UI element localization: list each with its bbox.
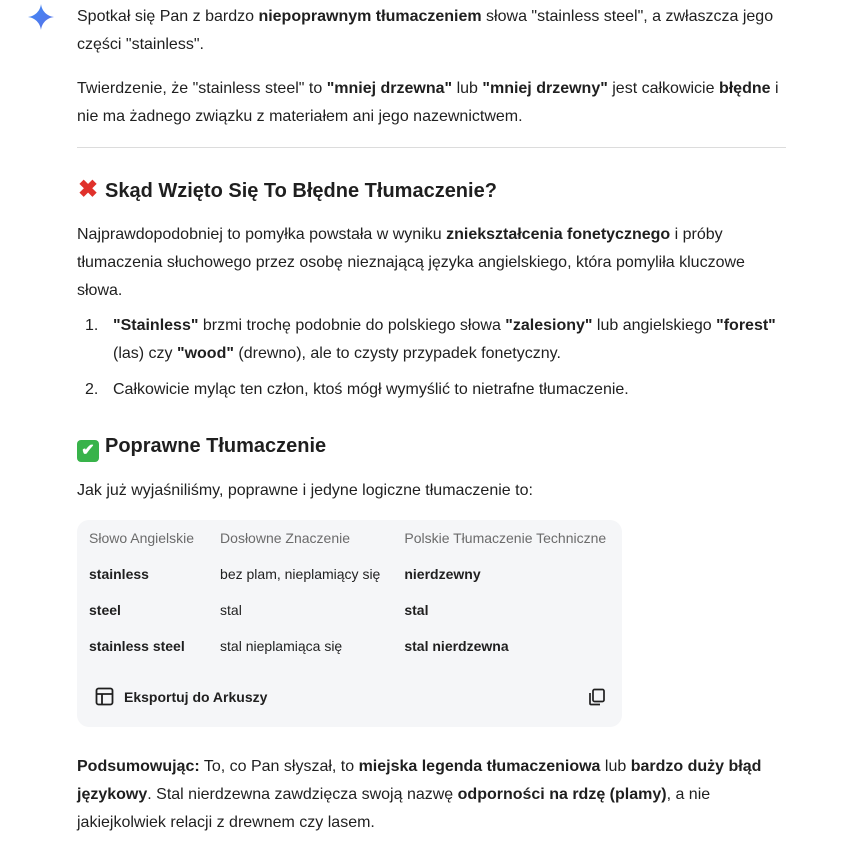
table-row bbox=[77, 556, 622, 592]
table-row bbox=[77, 628, 622, 664]
summary-paragraph: Podsumowując: To, co Pan słyszał, to miejska legenda tłumaczeniowa lub bardzo duży błąd językowy. Stal nierdzewna zawdzięcza swoją nazwę odporności na rdzę (plamy), a nie jakiejkolwiek relacji z drewnem czy lasem. bbox=[77, 758, 762, 831]
column-header: Dosłowne Znaczenie bbox=[220, 530, 351, 546]
list-item: 2. Całkowicie myląc ten człon, ktoś mógł wymyślić to nietrafne tłumaczenie. bbox=[85, 381, 629, 398]
section-heading-correct-translation: ✔ Poprawne Tłumaczenie bbox=[77, 432, 326, 462]
table-row bbox=[77, 592, 622, 628]
table-cell: stal nieplamiąca się bbox=[220, 638, 343, 654]
table-icon bbox=[95, 687, 114, 706]
column-header: Słowo Angielskie bbox=[89, 530, 195, 546]
gemini-sparkle-icon bbox=[28, 4, 54, 30]
divider bbox=[77, 147, 786, 148]
column-header: Polskie Tłumaczenie Techniczne bbox=[404, 530, 607, 546]
section1-paragraph: Najprawdopodobniej to pomyłka powstała w wyniku zniekształcenia fonetycznego i próby tłumaczenia słuchowego przez osobę nieznającą języka angielskiego, która pomyliła kluczowe słowa. bbox=[77, 226, 745, 299]
table-cell: stal nierdzewna bbox=[404, 638, 509, 654]
table-cell: bez plam, nieplamiący się bbox=[220, 566, 381, 582]
table-cell: stal bbox=[404, 602, 429, 618]
table-cell: stainless bbox=[89, 566, 149, 582]
translation-table-card bbox=[77, 520, 622, 727]
list-item: 1. "Stainless" brzmi trochę podobnie do polskiego słowa "zalesiony" lub angielskiego "forest" (las) czy "wood" (drewno), ale to czysty przypadek fonetyczny. bbox=[85, 317, 776, 362]
section2-paragraph: Jak już wyjaśniliśmy, poprawne i jedyne logiczne tłumaczenie to: bbox=[77, 482, 533, 499]
intro-paragraph-1: Spotkał się Pan z bardzo niepoprawnym tłumaczeniem słowa "stainless steel", a zwłaszcza jego części "stainless". bbox=[77, 8, 774, 53]
section-heading-wrong-translation: ✖ Skąd Wzięto Się To Błędne Tłumaczenie? bbox=[77, 176, 497, 203]
check-mark-icon: ✔ bbox=[77, 440, 99, 462]
intro-paragraph-2: Twierdzenie, że "stainless steel" to "mniej drzewna" lub "mniej drzewny" jest całkowicie błędne i nie ma żadnego związku z materiałem ani jego nazewnictwem. bbox=[77, 80, 779, 125]
cross-mark-icon: ✖ bbox=[77, 176, 99, 203]
table-cell: stainless steel bbox=[89, 638, 185, 654]
export-label: Eksportuj do Arkuszy bbox=[124, 688, 268, 705]
export-to-sheets-button[interactable] bbox=[95, 687, 267, 706]
copy-icon[interactable] bbox=[588, 688, 606, 706]
table-cell: steel bbox=[89, 602, 121, 618]
explanation-list bbox=[77, 312, 787, 412]
table-cell: stal bbox=[220, 602, 242, 618]
table-cell: nierdzewny bbox=[404, 566, 481, 582]
translation-table bbox=[77, 520, 622, 664]
table-header-row bbox=[77, 520, 622, 556]
